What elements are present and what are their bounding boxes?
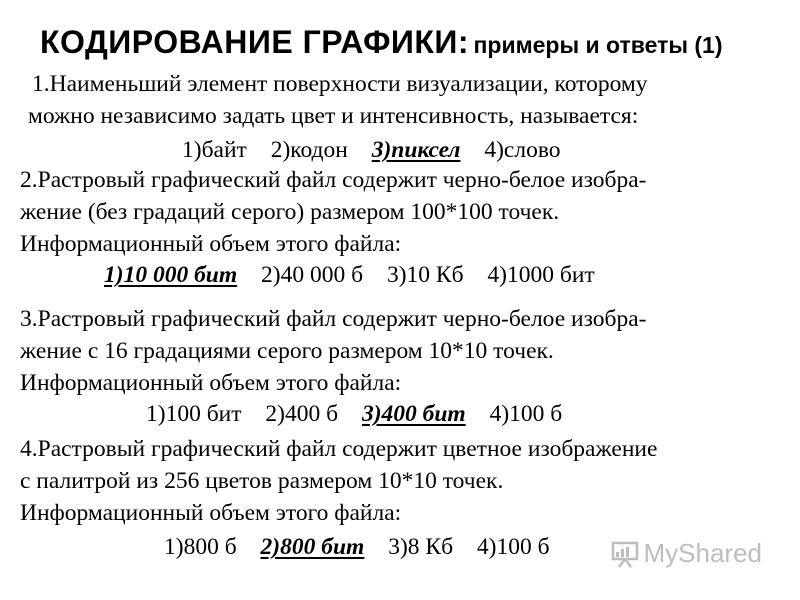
answer-option: 2)40 000 б	[261, 262, 364, 288]
watermark	[610, 538, 763, 569]
question-3-line-1: 3.Растровый графический файл содержит черно-белое изобра-	[20, 306, 647, 332]
page-title	[40, 24, 722, 61]
question-2-line-2: жение (без градаций серого) размером 100*100 точек.	[20, 199, 560, 225]
question-1-line-2: можно независимо задать цвет и интенсивность, называется:	[28, 103, 639, 129]
watermark-text: MyShared	[643, 538, 762, 568]
question-4-line-2: с палитрой из 256 цветов размером 10*10 точек.	[20, 468, 504, 494]
question-3-line-3: Информационный объем этого файла:	[20, 370, 402, 396]
question-1-answers	[182, 136, 579, 165]
answer-option: 4)100 б	[489, 401, 563, 427]
answer-option: 3)8 Кб	[388, 534, 454, 560]
question-3-line-2: жение с 16 градациями серого размером 10*10 точек.	[20, 338, 554, 364]
answer-option: 1)байт	[182, 137, 247, 163]
correct-answer: 2)800 бит	[260, 534, 365, 560]
answer-option: 2)400 б	[265, 401, 339, 427]
answer-option: 1)800 б	[164, 534, 237, 560]
question-2-line-3: Информационный объем этого файла:	[20, 231, 402, 257]
presentation-board-icon	[610, 539, 640, 569]
title-main: КОДИРОВАНИЕ ГРАФИКИ:	[40, 24, 470, 60]
question-4-line-3: Информационный объем этого файла:	[20, 500, 402, 526]
answer-option: 4)1000 бит	[487, 262, 595, 288]
question-3-answers	[146, 400, 580, 429]
question-2-line-1: 2.Растровый графический файл содержит черно-белое изобра-	[20, 167, 647, 193]
title-sub: примеры и ответы (1)	[473, 32, 723, 58]
answer-option: 2)кодон	[270, 137, 348, 163]
answer-option: 4)100 б	[476, 534, 550, 560]
question-4-answers	[164, 533, 568, 562]
correct-answer: 3)пиксел	[371, 137, 461, 163]
question-1-line-1: 1.Наименьший элемент поверхности визуализации, которому	[32, 71, 648, 97]
answer-option: 3)10 Кб	[386, 262, 464, 288]
correct-answer: 1)10 000 бит	[104, 262, 238, 288]
question-2-answers	[104, 261, 613, 290]
question-4-line-1: 4.Растровый графический файл содержит цветное изображение	[20, 436, 658, 462]
correct-answer: 3)400 бит	[361, 401, 466, 427]
answer-option: 4)слово	[484, 137, 561, 163]
answer-option: 1)100 бит	[146, 401, 242, 427]
